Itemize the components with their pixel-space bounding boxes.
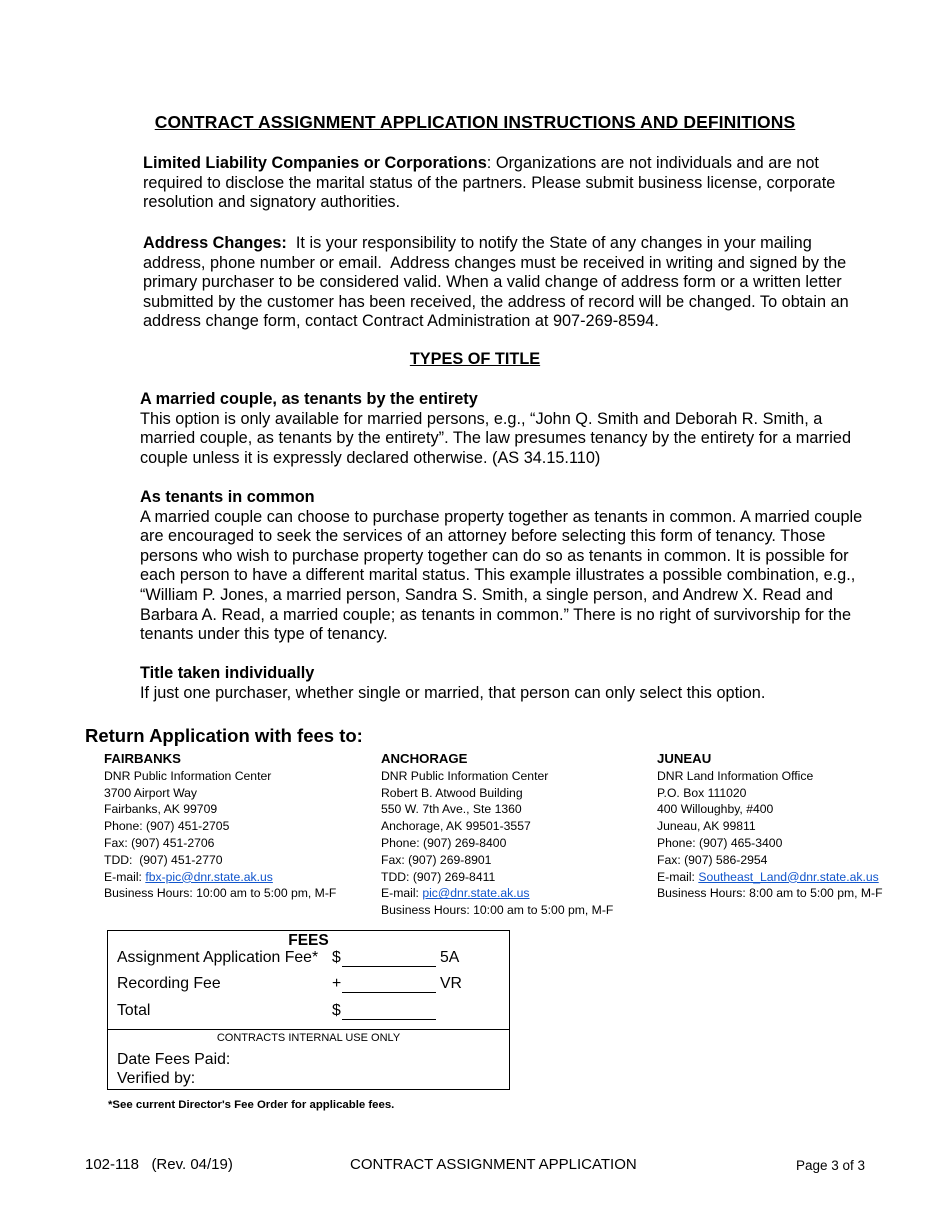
office-juneau: [657, 751, 883, 902]
office-name: JUNEAU: [657, 751, 712, 766]
title-type-text: This option is only available for married persons, e.g., “John Q. Smith and Deborah R. Smith, a married couple, as tenants by the entirety”. The law presumes tenancy by the entirety for a married couple unless it is expressly declared otherwise. (AS 34.15.110): [140, 409, 851, 467]
title-type-text: If just one purchaser, whether single or married, that person can only select this option.: [140, 683, 766, 702]
office-fax: Fax: (907) 269-8901: [381, 852, 492, 867]
form-number: 102-118 (Rev. 04/19): [85, 1156, 233, 1173]
office-fax: Fax: (907) 586-2954: [657, 852, 768, 867]
internal-use-label: CONTRACTS INTERNAL USE ONLY: [216, 1032, 401, 1044]
office-fairbanks: [104, 751, 336, 902]
title-type-heading: Title taken individually: [140, 664, 315, 682]
return-heading: Return Application with fees to:: [85, 725, 363, 746]
office-line: 400 Willoughby, #400: [657, 802, 774, 817]
recording-fee-symbol: +: [332, 975, 342, 992]
office-line: Robert B. Atwood Building: [381, 785, 523, 800]
office-name: ANCHORAGE: [381, 751, 468, 766]
email-label: E-mail:: [381, 886, 423, 901]
office-line: DNR Land Information Office: [657, 768, 814, 783]
llc-heading: Limited Liability Companies or Corporations: [143, 154, 487, 172]
office-phone: Phone: (907) 269-8400: [381, 835, 507, 850]
llc-paragraph: [143, 154, 873, 213]
email-label: E-mail:: [657, 869, 699, 884]
email-label: E-mail:: [104, 869, 146, 884]
office-line: Anchorage, AK 99501-3557: [381, 819, 531, 834]
fees-heading: FEES: [288, 932, 329, 949]
office-email-row: [381, 885, 613, 902]
title-type-text: A married couple can choose to purchase property together as tenants in common. A married couple are encouraged to seek the services of an attorney before selecting this form of tenancy. Those persons who wish to purchase property together can do so as tenants in common. It is possible for each person to have a different marital status. This example illustrates a possible combination, e.g., “William P. Jones, a married person, Sandra S. Smith, a single person, and Andrew X. Read and Barbara A. Read, a married couple; as tenants in common.” There is no right of survivorship for the tenants under this type of tenancy.: [140, 507, 863, 644]
title-type-heading: A married couple, as tenants by the entirety: [140, 390, 478, 408]
assignment-fee-blank: [342, 951, 436, 967]
title-type-entirety: [140, 390, 880, 468]
office-hours: Business Hours: 8:00 am to 5:00 pm, M-F: [657, 886, 883, 901]
office-phone: Phone: (907) 465-3400: [657, 835, 783, 850]
office-hours: Business Hours: 10:00 am to 5:00 pm, M-F: [381, 903, 614, 918]
llc-text: : Organizations are not individuals and are not required to disclose the marital status of the partners. Please submit business license, corporate resolution and signatory authorities.: [143, 154, 836, 212]
recording-fee-code: VR: [440, 975, 462, 992]
email-link[interactable]: Southeast_Land@dnr.state.ak.us: [698, 869, 879, 884]
fee-order-note: *See current Director's Fee Order for applicable fees.: [108, 1099, 395, 1111]
assignment-fee-label: Assignment Application Fee*: [117, 949, 319, 966]
office-phone: Phone: (907) 451-2705: [104, 819, 230, 834]
types-of-title-heading: TYPES OF TITLE: [409, 350, 541, 368]
total-blank: [342, 1004, 436, 1020]
page-title: CONTRACT ASSIGNMENT APPLICATION INSTRUCTIONS AND DEFINITIONS: [154, 112, 796, 132]
address-paragraph: [143, 234, 873, 332]
office-line: Juneau, AK 99811: [657, 819, 756, 834]
date-fees-paid-label: Date Fees Paid:: [117, 1051, 231, 1068]
fees-divider: [108, 1029, 509, 1030]
office-line: 3700 Airport Way: [104, 785, 198, 800]
office-fax: Fax: (907) 451-2706: [104, 835, 215, 850]
office-tdd: TDD: (907) 451-2770: [104, 852, 223, 867]
total-symbol: $: [332, 1002, 341, 1019]
office-line: 550 W. 7th Ave., Ste 1360: [381, 802, 522, 817]
fees-table: [107, 930, 510, 1090]
office-name: FAIRBANKS: [104, 751, 181, 766]
address-text: It is your responsibility to notify the State of any changes in your mailing address, phone number or email. Address changes must be received in writing and signed by the primary purchaser to be considered valid. When a valid change of address form or a written letter submitted by the customer has been received, the address of record will be changed. To obtain an address change form, contact Contract Administration at 907-269-8594.: [143, 234, 854, 331]
page-number: Page 3 of 3: [796, 1158, 866, 1173]
office-line: DNR Public Information Center: [104, 768, 272, 783]
total-label: Total: [117, 1002, 151, 1019]
office-line: DNR Public Information Center: [381, 768, 549, 783]
title-type-common: [140, 488, 880, 645]
title-type-individual: [140, 664, 880, 703]
office-anchorage: [381, 751, 613, 919]
title-type-heading: As tenants in common: [140, 488, 315, 506]
footer-title: CONTRACT ASSIGNMENT APPLICATION: [350, 1156, 637, 1173]
assignment-fee-code: 5A: [440, 949, 460, 966]
assignment-fee-symbol: $: [332, 949, 341, 966]
office-hours: Business Hours: 10:00 am to 5:00 pm, M-F: [104, 886, 337, 901]
verified-by-label: Verified by:: [117, 1070, 196, 1087]
recording-fee-label: Recording Fee: [117, 975, 221, 992]
office-tdd: TDD: (907) 269-8411: [381, 869, 496, 884]
address-heading: Address Changes:: [143, 234, 287, 252]
email-link[interactable]: pic@dnr.state.ak.us: [422, 886, 530, 901]
recording-fee-blank: [342, 977, 436, 993]
email-link[interactable]: fbx-pic@dnr.state.ak.us: [145, 869, 273, 884]
office-line: P.O. Box 111020: [657, 785, 747, 800]
office-line: Fairbanks, AK 99709: [104, 802, 218, 817]
office-email-row: [104, 869, 336, 886]
office-email-row: [657, 869, 883, 886]
